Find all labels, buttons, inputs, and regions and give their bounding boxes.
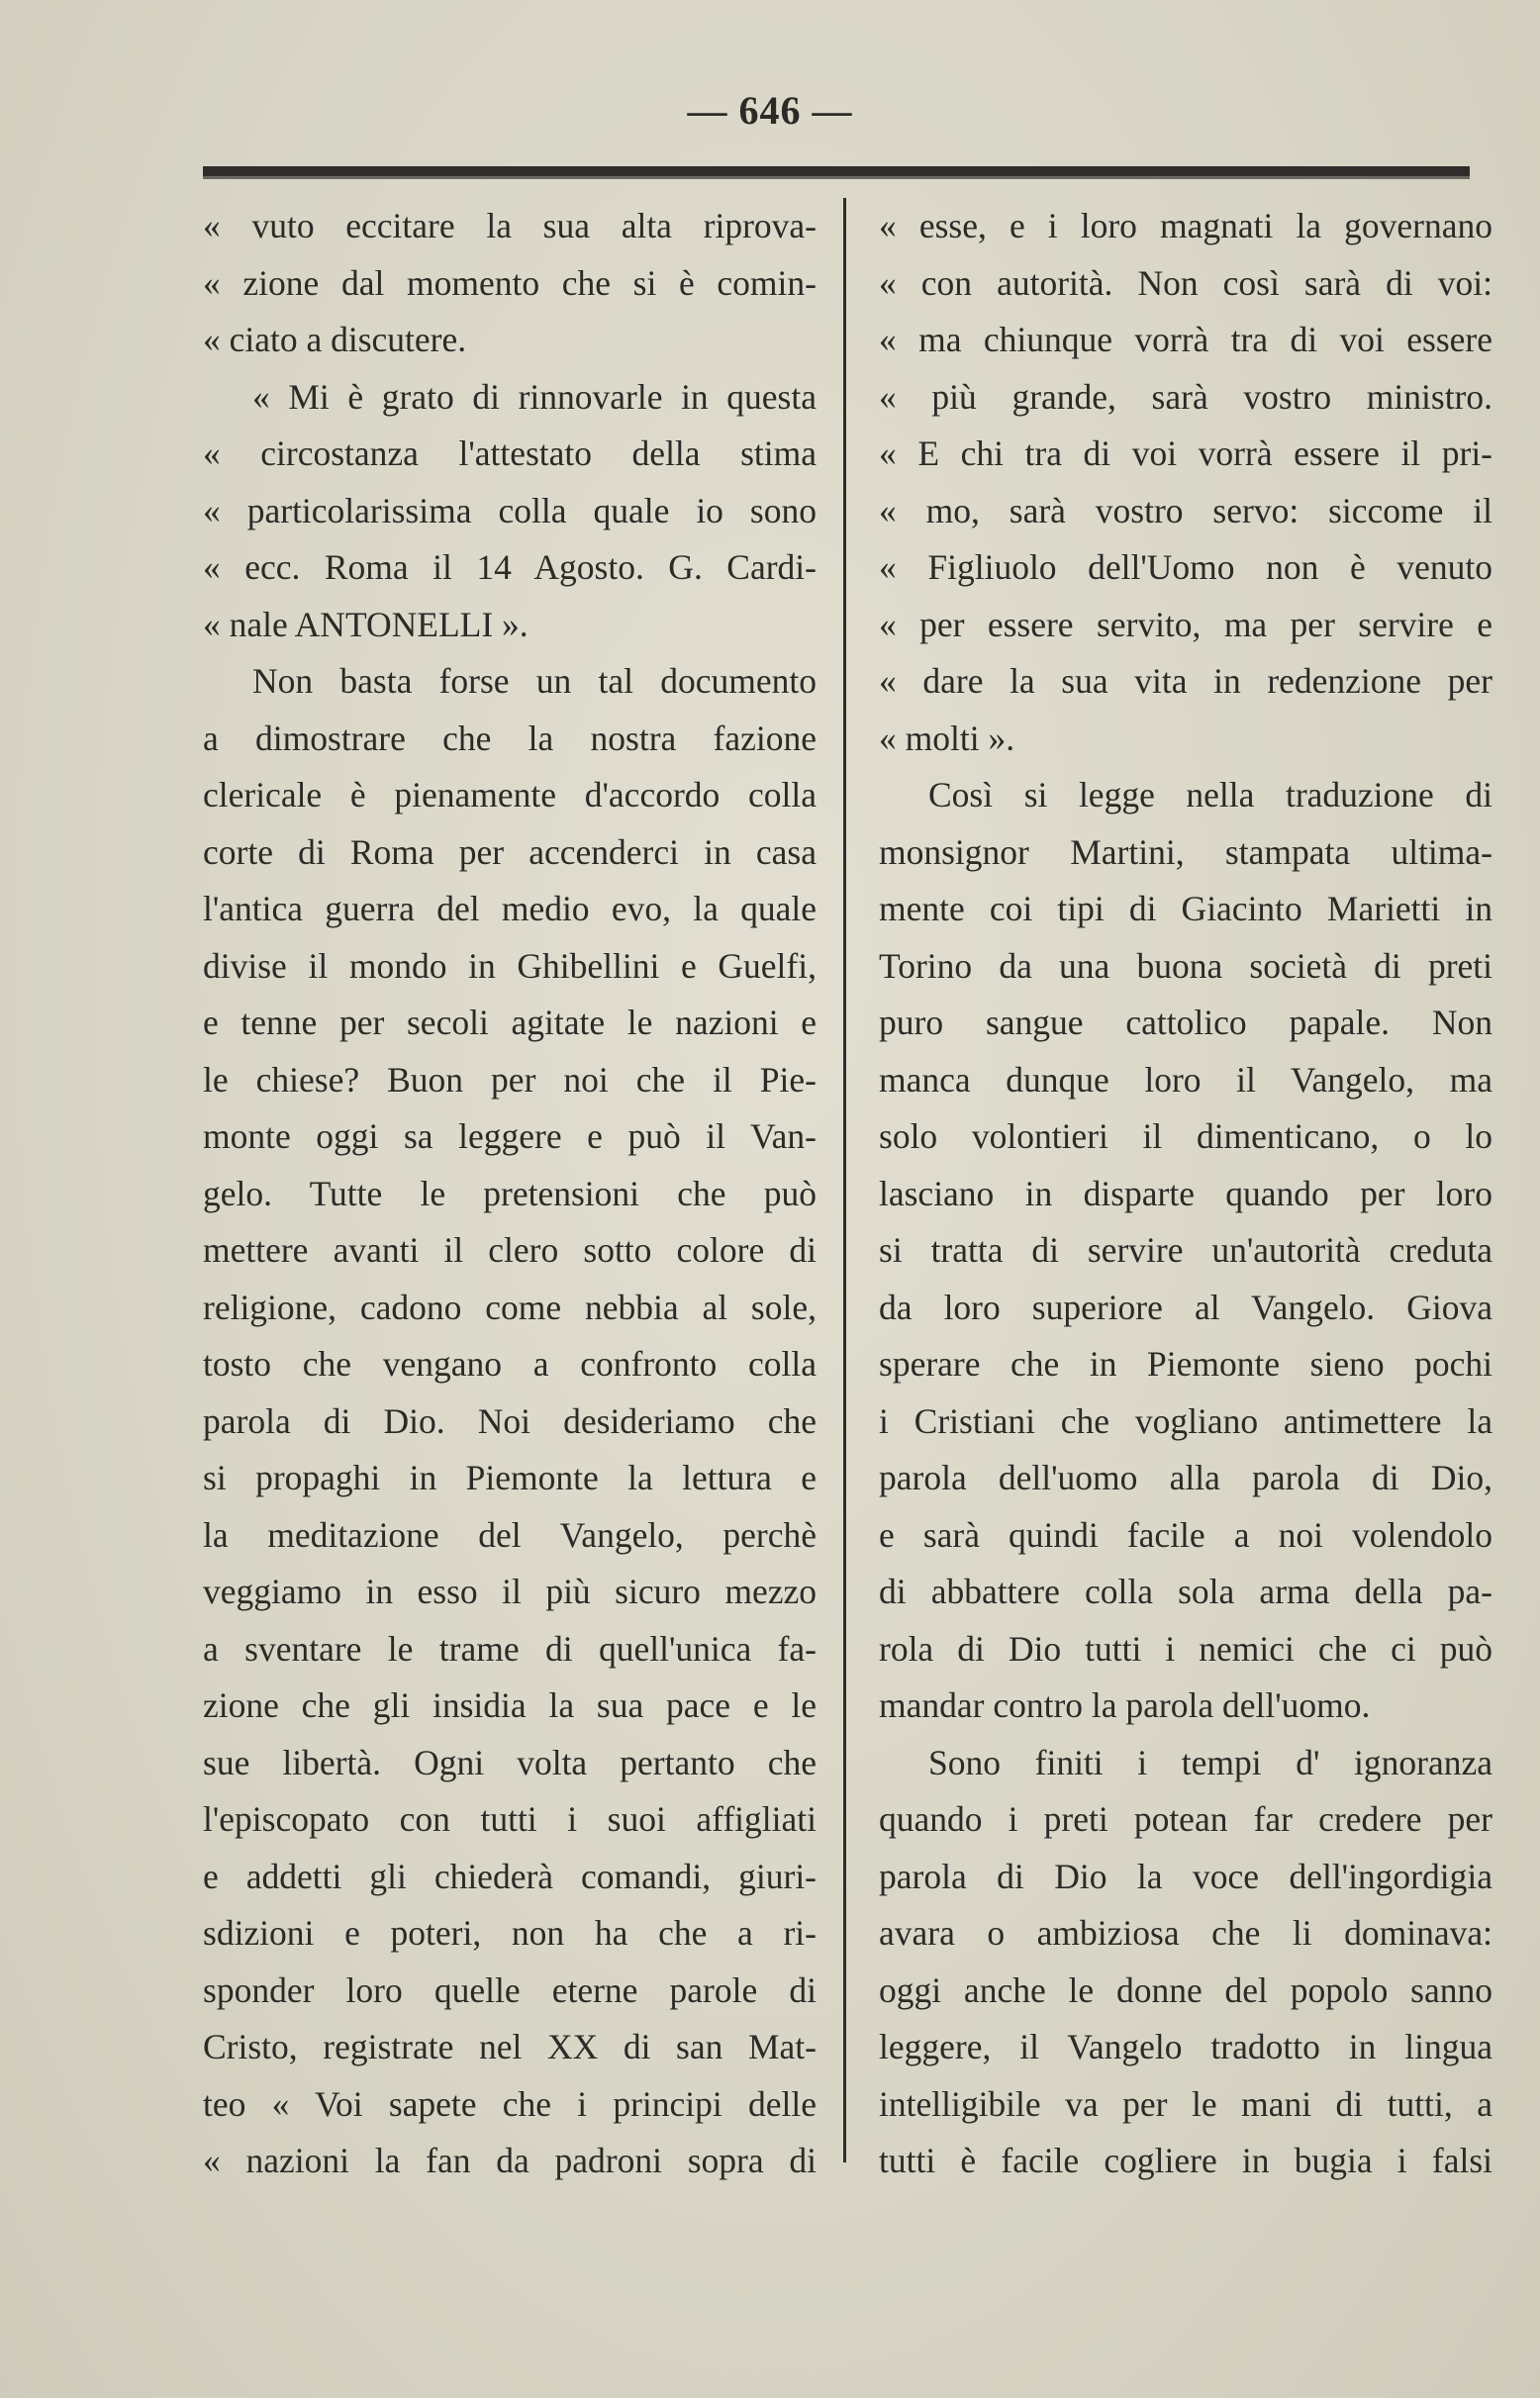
text-line: a sventare le trame di quell'unica fa- (203, 1628, 817, 1669)
text-line: parola di Dio. Noi desideriamo che (203, 1400, 817, 1441)
text-line: « dare la sua vita in redenzione per (879, 661, 1492, 701)
text-line: « molti ». (879, 718, 1015, 758)
text-line: Così si legge nella traduzione di (928, 775, 1492, 815)
text-line: « circostanza l'attestato della stima (203, 433, 817, 473)
text-line: lasciano in disparte quando per loro (879, 1173, 1492, 1213)
text-line: a dimostrare che la nostra fazione (203, 718, 817, 758)
right-column (879, 198, 1492, 2190)
text-line: intelligibile va per le mani di tutti, a (879, 2083, 1492, 2124)
text-line: « ma chiunque vorrà tra di voi essere (879, 320, 1492, 359)
text-line: l'antica guerra del medio evo, la quale (203, 889, 817, 928)
text-line: teo « Voi sapete che i principi delle (203, 2083, 817, 2124)
text-line: « con autorità. Non così sarà di voi: (879, 262, 1492, 303)
text-line: Sono finiti i tempi d' ignoranza (928, 1742, 1492, 1782)
text-line: e sarà quindi facile a noi volendolo (879, 1514, 1492, 1555)
text-line: veggiamo in esso il più sicuro mezzo (203, 1572, 817, 1611)
text-line: mandar contro la parola dell'uomo. (879, 1685, 1371, 1725)
text-line: Non basta forse un tal documento (252, 661, 817, 701)
text-line: l'episcopato con tutti i suoi affigliati (203, 1799, 817, 1839)
text-line: monte oggi sa leggere e può il Van- (203, 1116, 817, 1156)
text-line: Torino da una buona società di preti (879, 945, 1492, 986)
text-line: clericale è pienamente d'accordo colla (203, 775, 817, 815)
left-column (203, 198, 817, 2190)
header-rule (203, 166, 1470, 179)
text-line: mente coi tipi di Giacinto Marietti in (879, 889, 1492, 928)
text-line: le chiese? Buon per noi che il Pie- (203, 1059, 817, 1100)
text-line: si tratta di servire un'autorità creduta (879, 1230, 1492, 1270)
text-line: « zione dal momento che si è comin- (203, 262, 817, 303)
text-line: e addetti gli chiederà comandi, giuri- (203, 1856, 817, 1896)
text-line: « più grande, sarà vostro ministro. (879, 376, 1492, 417)
text-line: si propaghi in Piemonte la lettura e (203, 1458, 817, 1497)
text-line: « particolarissima colla quale io sono (203, 490, 817, 530)
text-line: rola di Dio tutti i nemici che ci può (879, 1628, 1492, 1669)
text-line: la meditazione del Vangelo, perchè (203, 1514, 817, 1555)
text-line: « ecc. Roma il 14 Agosto. G. Cardi- (203, 547, 817, 587)
column-divider (843, 198, 846, 2162)
text-line: gelo. Tutte le pretensioni che può (203, 1173, 817, 1213)
text-line: parola di Dio la voce dell'ingordigia (879, 1856, 1492, 1896)
text-line: « nazioni la fan da padroni sopra di (203, 2141, 817, 2180)
text-line: i Cristiani che vogliano antimettere la (879, 1400, 1492, 1441)
text-line: puro sangue cattolico papale. Non (879, 1003, 1492, 1042)
text-line: religione, cadono come nebbia al sole, (203, 1287, 817, 1327)
text-line: da loro superiore al Vangelo. Giova (879, 1287, 1492, 1327)
text-line: « Mi è grato di rinnovarle in questa (252, 376, 817, 417)
text-line: sdizioni e poteri, non ha che a ri- (203, 1913, 817, 1953)
text-line: manca dunque loro il Vangelo, ma (879, 1059, 1492, 1100)
text-line: divise il mondo in Ghibellini e Guelfi, (203, 945, 817, 986)
text-line: « per essere servito, ma per servire e (879, 604, 1492, 644)
text-line: « vuto eccitare la sua alta riprova- (203, 206, 817, 245)
text-line: tutti è facile cogliere in bugia i falsi (879, 2141, 1492, 2180)
page-number: — 646 — (687, 88, 853, 133)
text-line: parola dell'uomo alla parola di Dio, (879, 1458, 1492, 1497)
text-line: solo volontieri il dimenticano, o lo (879, 1116, 1492, 1156)
text-line: sperare che in Piemonte sieno pochi (879, 1344, 1492, 1384)
text-line: di abbattere colla sola arma della pa- (879, 1572, 1492, 1611)
text-line: sue libertà. Ogni volta pertanto che (203, 1742, 817, 1782)
text-line: e tenne per secoli agitate le nazioni e (203, 1003, 817, 1042)
text-line: sponder loro quelle eterne parole di (203, 1969, 817, 2010)
text-line: « Figliuolo dell'Uomo non è venuto (879, 547, 1492, 587)
text-line: « nale ANTONELLI ». (203, 604, 529, 644)
text-line: tosto che vengano a confronto colla (203, 1344, 817, 1384)
text-line: corte di Roma per accenderci in casa (203, 831, 817, 872)
text-line: monsignor Martini, stampata ultima- (879, 831, 1492, 872)
text-line: « ciato a discutere. (203, 320, 467, 359)
text-line: avara o ambiziosa che li dominava: (879, 1913, 1492, 1953)
text-line: zione che gli insidia la sua pace e le (203, 1685, 817, 1725)
text-line: mettere avanti il clero sotto colore di (203, 1230, 817, 1270)
text-line: Cristo, registrate nel XX di san Mat- (203, 2027, 817, 2066)
text-line: oggi anche le donne del popolo sanno (879, 1969, 1492, 2010)
text-line: quando i preti potean far credere per (879, 1799, 1492, 1839)
text-line: « E chi tra di voi vorrà essere il pri- (879, 433, 1492, 473)
text-line: « mo, sarà vostro servo: siccome il (879, 490, 1492, 530)
text-line: leggere, il Vangelo tradotto in lingua (879, 2027, 1492, 2066)
text-line: « esse, e i loro magnati la governano (879, 206, 1492, 245)
